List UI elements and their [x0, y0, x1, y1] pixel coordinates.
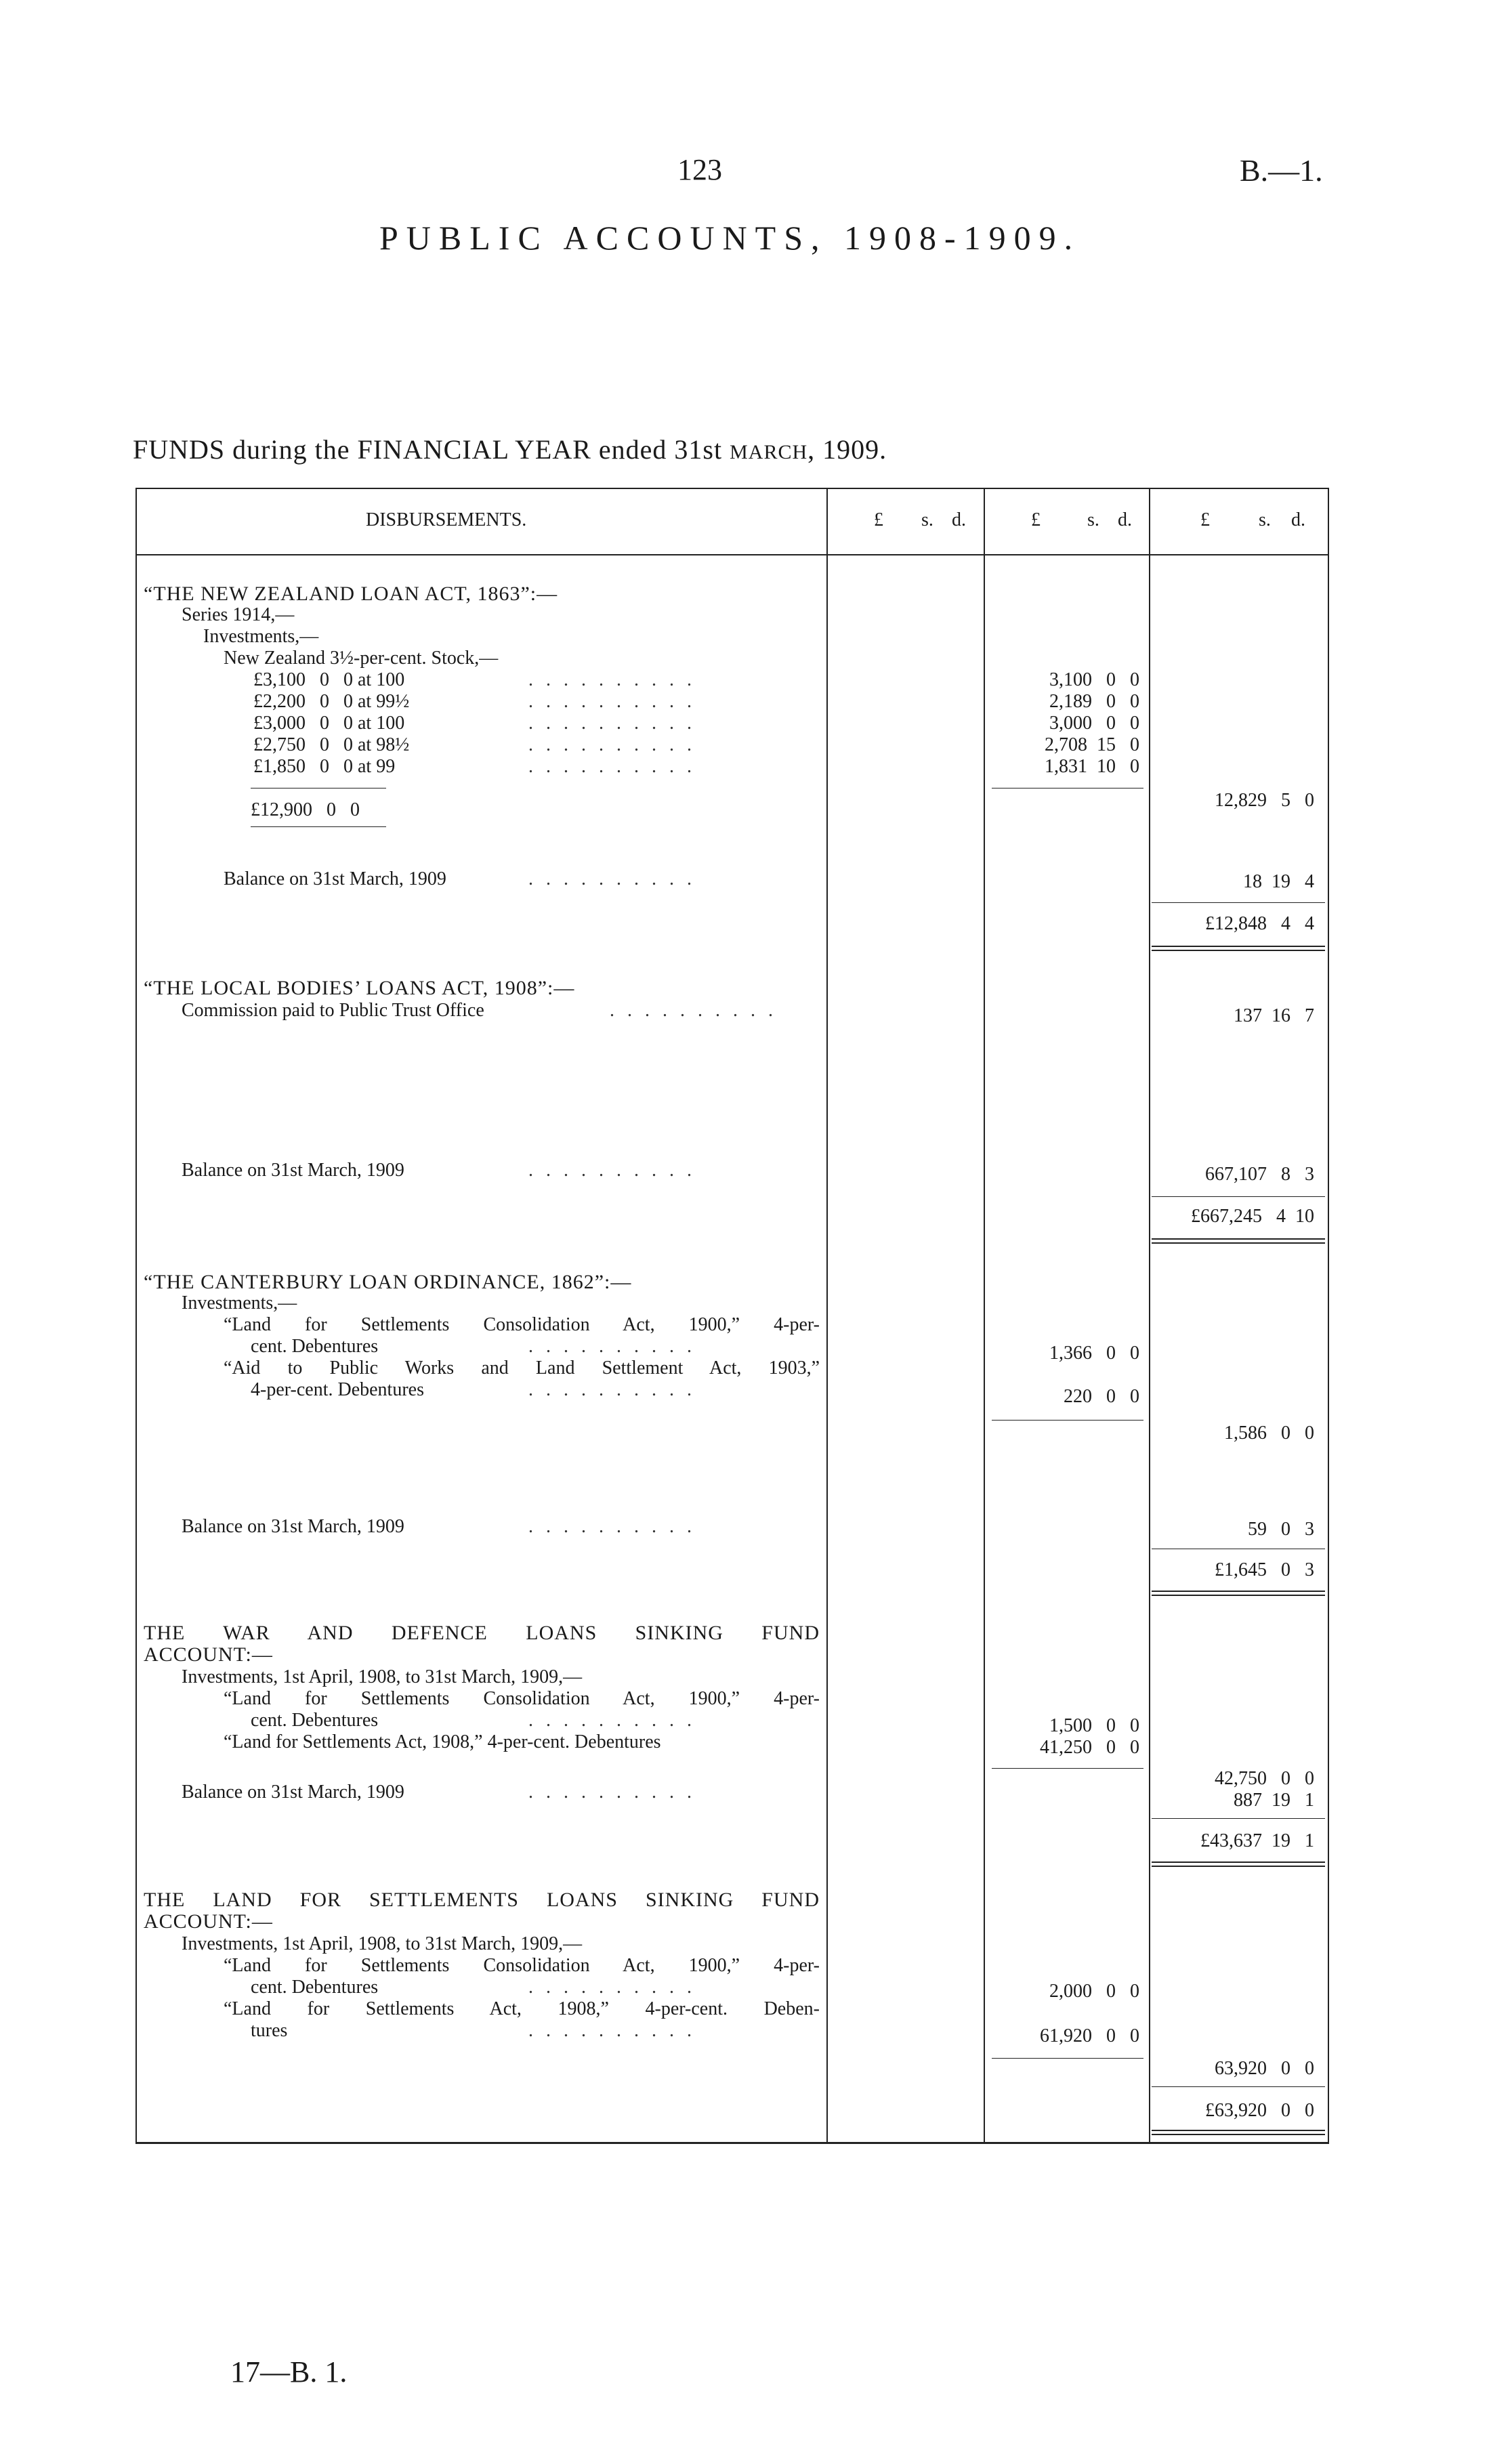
- section3-balance: 59 0 3: [1248, 1519, 1314, 1540]
- section1-total-double-rule: [1152, 946, 1325, 947]
- section5-title-line1: THE LAND FOR SETTLEMENTS LOANS SINKING FUND: [144, 1889, 820, 1911]
- section4-subtotal: 42,750 0 0: [1215, 1768, 1314, 1789]
- table-subtitle: [133, 434, 887, 465]
- section3-item2-amount: 220 0 0: [1064, 1386, 1139, 1407]
- section2-commission-amount: 137 16 7: [1234, 1005, 1314, 1026]
- dot-leader: . . . . . . . . . .: [528, 734, 696, 755]
- section3-item1-line1: “Land for Settlements Consolidation Act, 1900,” 4-per-: [224, 1314, 820, 1335]
- col2-s-header: s.: [1087, 509, 1099, 530]
- section5-item1-line1: “Land for Settlements Consolidation Act, 1900,” 4-per-: [224, 1955, 820, 1976]
- table-right-rule: [1328, 488, 1329, 2144]
- section3-grand-total: £1,645 0 3: [1215, 1559, 1314, 1580]
- section2-commission-label: Commission paid to Public Trust Office: [182, 1000, 484, 1021]
- dot-leader: . . . . . . . . . .: [528, 1977, 696, 1998]
- section3-item1-amount: 1,366 0 0: [1049, 1343, 1139, 1364]
- section5-item2-line2: tures: [251, 2020, 288, 2041]
- section1-balance-label: Balance on 31st March, 1909: [224, 868, 446, 889]
- section4-col3-rule: [1152, 1818, 1325, 1819]
- section5-col2-rule: [992, 2058, 1143, 2059]
- section1-row-amount: 2,708 15 0: [1045, 734, 1139, 755]
- dot-leader: . . . . . . . . . .: [528, 2020, 696, 2041]
- section2-grand-total: £667,245 4 10: [1191, 1206, 1314, 1227]
- section2-total-double-rule-2: [1152, 1242, 1325, 1244]
- dot-leader: . . . . . . . . . .: [528, 1379, 696, 1400]
- subtitle-suffix: , 1909.: [807, 434, 887, 465]
- section2-total-double-rule: [1152, 1238, 1325, 1240]
- section1-investments: Investments,—: [203, 626, 319, 647]
- section5-item1-line2: cent. Debentures: [251, 1977, 379, 1998]
- section1-label-rule-2: [251, 826, 386, 827]
- section4-total-double-rule-2: [1152, 1866, 1325, 1867]
- section2-col3-rule: [1152, 1196, 1325, 1197]
- section5-total-double-rule: [1152, 2130, 1325, 2131]
- section3-total-double-rule-2: [1152, 1595, 1325, 1596]
- section2-title: “THE LOCAL BODIES’ LOANS ACT, 1908”:—: [144, 977, 575, 999]
- section1-row-label: £3,100 0 0 at 100: [253, 669, 405, 690]
- dot-leader: . . . . . . . . . .: [610, 1000, 777, 1021]
- subtitle-month: MARCH: [730, 441, 808, 463]
- section3-balance-label: Balance on 31st March, 1909: [182, 1516, 404, 1537]
- section1-grand-total: £12,848 4 4: [1205, 913, 1314, 934]
- col3-divider: [1149, 488, 1150, 2144]
- dot-leader: . . . . . . . . . .: [528, 1160, 696, 1181]
- dot-leader: . . . . . . . . . .: [528, 1710, 696, 1731]
- section1-subtotal: 12,829 5 0: [1215, 790, 1314, 811]
- page-number: 123: [677, 153, 722, 186]
- dot-leader: . . . . . . . . . .: [528, 691, 696, 712]
- section5-item2-line1: “Land for Settlements Act, 1908,” 4-per-cent. Deben-: [224, 1998, 820, 2019]
- dot-leader: . . . . . . . . . .: [528, 1336, 696, 1357]
- section1-title: “THE NEW ZEALAND LOAN ACT, 1863”:—: [144, 583, 558, 605]
- dot-leader: . . . . . . . . . .: [528, 756, 696, 777]
- section4-balance-label: Balance on 31st March, 1909: [182, 1782, 404, 1803]
- section4-col2-rule: [992, 1768, 1143, 1769]
- section1-row-label: £3,000 0 0 at 100: [253, 713, 405, 734]
- disbursements-table: [135, 488, 1329, 2147]
- disbursements-header: DISBURSEMENTS.: [366, 509, 527, 530]
- col1-divider: [826, 488, 828, 2144]
- document-reference: B.—1.: [1240, 153, 1323, 188]
- section3-item2-line1: “Aid to Public Works and Land Settlement Act, 1903,”: [224, 1358, 820, 1379]
- section4-balance: 887 19 1: [1234, 1790, 1314, 1811]
- section1-total-double-rule-2: [1152, 950, 1325, 951]
- section1-row-amount: 2,189 0 0: [1049, 691, 1139, 712]
- section1-row-amount: 1,831 10 0: [1045, 756, 1139, 777]
- section4-title-line1: THE WAR AND DEFENCE LOANS SINKING FUND: [144, 1622, 820, 1644]
- section1-row-label: £2,200 0 0 at 99½: [253, 691, 410, 712]
- section4-title-line2: ACCOUNT:—: [144, 1643, 273, 1666]
- section1-stock: New Zealand 3½-per-cent. Stock,—: [224, 648, 499, 669]
- col2-pound-header: £: [1031, 509, 1041, 530]
- section4-item2-amount: 41,250 0 0: [1040, 1737, 1139, 1758]
- section1-total-label: £12,900 0 0: [251, 799, 360, 820]
- section4-item1-line1: “Land for Settlements Consolidation Act, 1900,” 4-per-: [224, 1688, 820, 1709]
- section2-balance: 667,107 8 3: [1205, 1164, 1314, 1185]
- dot-leader: . . . . . . . . . .: [528, 1516, 696, 1537]
- section4-total-double-rule: [1152, 1861, 1325, 1863]
- section3-item1-line2: cent. Debentures: [251, 1336, 379, 1357]
- dot-leader: . . . . . . . . . .: [528, 868, 696, 889]
- section1-row-amount: 3,100 0 0: [1049, 669, 1139, 690]
- section3-investments: Investments,—: [182, 1292, 297, 1313]
- section1-col3-rule: [1152, 902, 1325, 903]
- section5-item1-amount: 2,000 0 0: [1049, 1981, 1139, 2002]
- section2-balance-label: Balance on 31st March, 1909: [182, 1160, 404, 1181]
- col2-divider: [984, 488, 985, 2144]
- page-title: PUBLIC ACCOUNTS, 1908-1909.: [379, 219, 1081, 257]
- section5-item2-amount: 61,920 0 0: [1040, 2025, 1139, 2046]
- table-left-rule: [135, 488, 137, 2144]
- col1-pound-header: £: [874, 509, 883, 530]
- section5-investments: Investments, 1st April, 1908, to 31st March, 1909,—: [182, 1933, 583, 1954]
- section3-item2-line2: 4-per-cent. Debentures: [251, 1379, 424, 1400]
- col3-pound-header: £: [1200, 509, 1210, 530]
- section5-subtotal: 63,920 0 0: [1215, 2058, 1314, 2079]
- section1-balance: 18 19 4: [1243, 871, 1314, 892]
- section4-item1-amount: 1,500 0 0: [1049, 1715, 1139, 1736]
- section4-grand-total: £43,637 19 1: [1200, 1830, 1314, 1851]
- section3-col2-rule: [992, 1420, 1143, 1421]
- section1-series: Series 1914,—: [182, 604, 295, 625]
- dot-leader: . . . . . . . . . .: [528, 1782, 696, 1803]
- section1-row-label: £1,850 0 0 at 99: [253, 756, 396, 777]
- section4-item1-line2: cent. Debentures: [251, 1710, 379, 1731]
- dot-leader: . . . . . . . . . .: [528, 669, 696, 690]
- section5-col3-rule: [1152, 2086, 1325, 2087]
- col3-s-header: s.: [1259, 509, 1271, 530]
- col3-d-header: d.: [1291, 509, 1305, 530]
- section3-title: “THE CANTERBURY LOAN ORDINANCE, 1862”:—: [144, 1271, 632, 1293]
- footer-reference: 17—B. 1.: [230, 2355, 348, 2389]
- subtitle-prefix: FUNDS during the FINANCIAL YEAR ended 31st: [133, 434, 723, 465]
- col2-d-header: d.: [1118, 509, 1132, 530]
- section3-subtotal: 1,586 0 0: [1224, 1423, 1314, 1444]
- section4-investments: Investments, 1st April, 1908, to 31st March, 1909,—: [182, 1666, 583, 1687]
- section1-row-label: £2,750 0 0 at 98½: [253, 734, 410, 755]
- section4-item2-line1: “Land for Settlements Act, 1908,” 4-per-cent. Debentures: [224, 1731, 661, 1752]
- dot-leader: . . . . . . . . . .: [528, 713, 696, 734]
- section1-row-amount: 3,000 0 0: [1049, 713, 1139, 734]
- section3-total-double-rule: [1152, 1591, 1325, 1592]
- section5-total-double-rule-2: [1152, 2134, 1325, 2135]
- col1-s-header: s.: [921, 509, 933, 530]
- col1-d-header: d.: [952, 509, 966, 530]
- section5-title-line2: ACCOUNT:—: [144, 1910, 273, 1933]
- section5-grand-total: £63,920 0 0: [1205, 2100, 1314, 2121]
